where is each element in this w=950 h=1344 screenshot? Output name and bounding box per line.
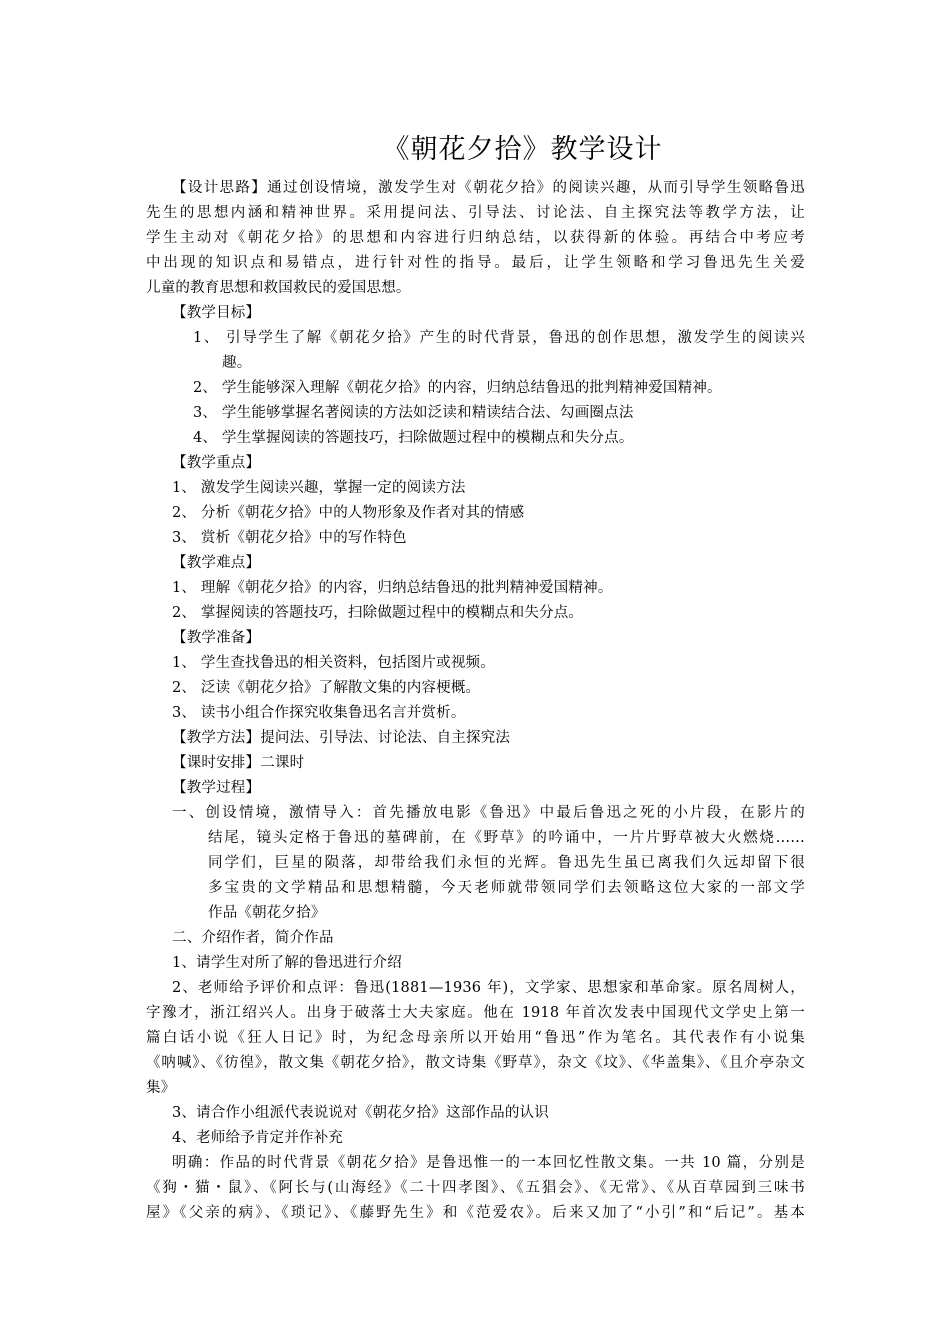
text-line: 1、请学生对所了解的鲁迅进行介绍 [172,955,402,971]
text-line: 【教学准备】 [172,630,261,646]
text-line: 篇白话小说《狂人日记》时，为纪念母亲所以开始用“鲁迅”作为笔名。其代表作有小说集 [146,1030,805,1046]
text-line: 先生的思想内涵和精神世界。采用提问法、引导法、讨论法、自主探究法等教学方法，让 [146,205,805,221]
text-line: 中出现的知识点和易错点，进行针对性的指导。最后，让学生领略和学习鲁迅先生关爱 [146,255,805,271]
text-line: 2、 分析《朝花夕拾》中的人物形象及作者对其的情感 [172,505,525,521]
document-title: 《朝花夕拾》教学设计 [382,134,663,165]
text-line: 一、创设情境，激情导入：首先播放电影《鲁迅》中最后鲁迅之死的小片段，在影片的 [172,805,805,821]
text-line: 【教学方法】提问法、引导法、讨论法、自主探究法 [172,730,511,746]
text-line: 学生主动对《朝花夕拾》的思想和内容进行归纳总结，以获得新的体验。再结合中考应考 [146,230,805,246]
text-line: 3、 读书小组合作探究收集鲁迅名言并赏析。 [172,705,466,721]
text-line: 二、介绍作者，简介作品 [172,930,334,946]
text-line: 1、 激发学生阅读兴趣，掌握一定的阅读方法 [172,480,466,496]
text-line: 【教学难点】 [172,555,261,571]
text-line: 屋》《父亲的病》、《琐记》、《藤野先生》和《范爱农》。后来又加了“小引”和“后记”。基本 [146,1205,805,1221]
text-line: 多宝贵的文学精品和思想精髓，今天老师就带领同学们去领略这位大家的一部文学 [208,880,805,896]
text-line: 2、老师给予评价和点评：鲁迅(1881—1936 年)，文学家、思想家和革命家。原名周树人， [172,980,805,996]
text-line: 1、 引导学生了解《朝花夕拾》产生的时代背景，鲁迅的创作思想，激发学生的阅读兴 [193,330,805,346]
text-line: 4、 学生掌握阅读的答题技巧，扫除做题过程中的模糊点和失分点。 [193,430,634,446]
text-line: 【教学目标】 [172,305,261,321]
text-line: 2、 泛读《朝花夕拾》了解散文集的内容梗概。 [172,680,481,696]
text-line: 3、 学生能够掌握名著阅读的方法如泛读和精读结合法、勾画圈点法 [193,405,634,421]
text-line: 【课时安排】二课时 [172,755,305,771]
text-line: 《呐喊》、《彷徨》，散文集《朝花夕拾》，散文诗集《野草》，杂文《坟》、《华盖集》、《且介亭杂文 [146,1055,805,1071]
text-line: 4、老师给予肯定并作补充 [172,1130,344,1146]
text-line: 【教学重点】 [172,455,261,471]
text-line: 3、请合作小组派代表说说对《朝花夕拾》这部作品的认识 [172,1105,549,1121]
text-line: 【教学过程】 [172,780,261,796]
text-line: 作品《朝花夕拾》 [208,905,326,921]
text-line: 儿童的教育思想和救国救民的爱国思想。 [146,280,411,296]
text-line: 2、 掌握阅读的答题技巧，扫除做题过程中的模糊点和失分点。 [172,605,584,621]
text-line: 《狗・猫・鼠》、《阿长与(山海经》《二十四孝图》、《五猖会》、《无常》、《从百草园到三味书 [146,1180,805,1196]
text-line: 【设计思路】通过创设情境，激发学生对《朝花夕拾》的阅读兴趣，从而引导学生领略鲁迅 [172,180,805,196]
text-line: 1、 学生查找鲁迅的相关资料，包括图片或视频。 [172,655,495,671]
text-line: 1、 理解《朝花夕拾》的内容，归纳总结鲁迅的批判精神爱国精神。 [172,580,613,596]
text-line: 字豫才，浙江绍兴人。出身于破落士大夫家庭。他在 1918 年首次发表中国现代文学史上第一 [146,1005,805,1021]
text-line: 结尾，镜头定格于鲁迅的墓碑前，在《野草》的吟诵中，一片片野草被大火燃烧…… [208,830,805,846]
text-line: 同学们，巨星的陨落，却带给我们永恒的光辉。鲁迅先生虽已离我们久远却留下很 [208,855,805,871]
text-line: 3、 赏析《朝花夕拾》中的写作特色 [172,530,407,546]
text-line: 2、 学生能够深入理解《朝花夕拾》的内容，归纳总结鲁迅的批判精神爱国精神。 [193,380,722,396]
text-line: 集》 [146,1080,176,1096]
text-line: 趣。 [222,355,252,371]
text-line: 明确：作品的时代背景《朝花夕拾》是鲁迅惟一的一本回忆性散文集。一共 10 篇，分别是 [172,1155,805,1171]
